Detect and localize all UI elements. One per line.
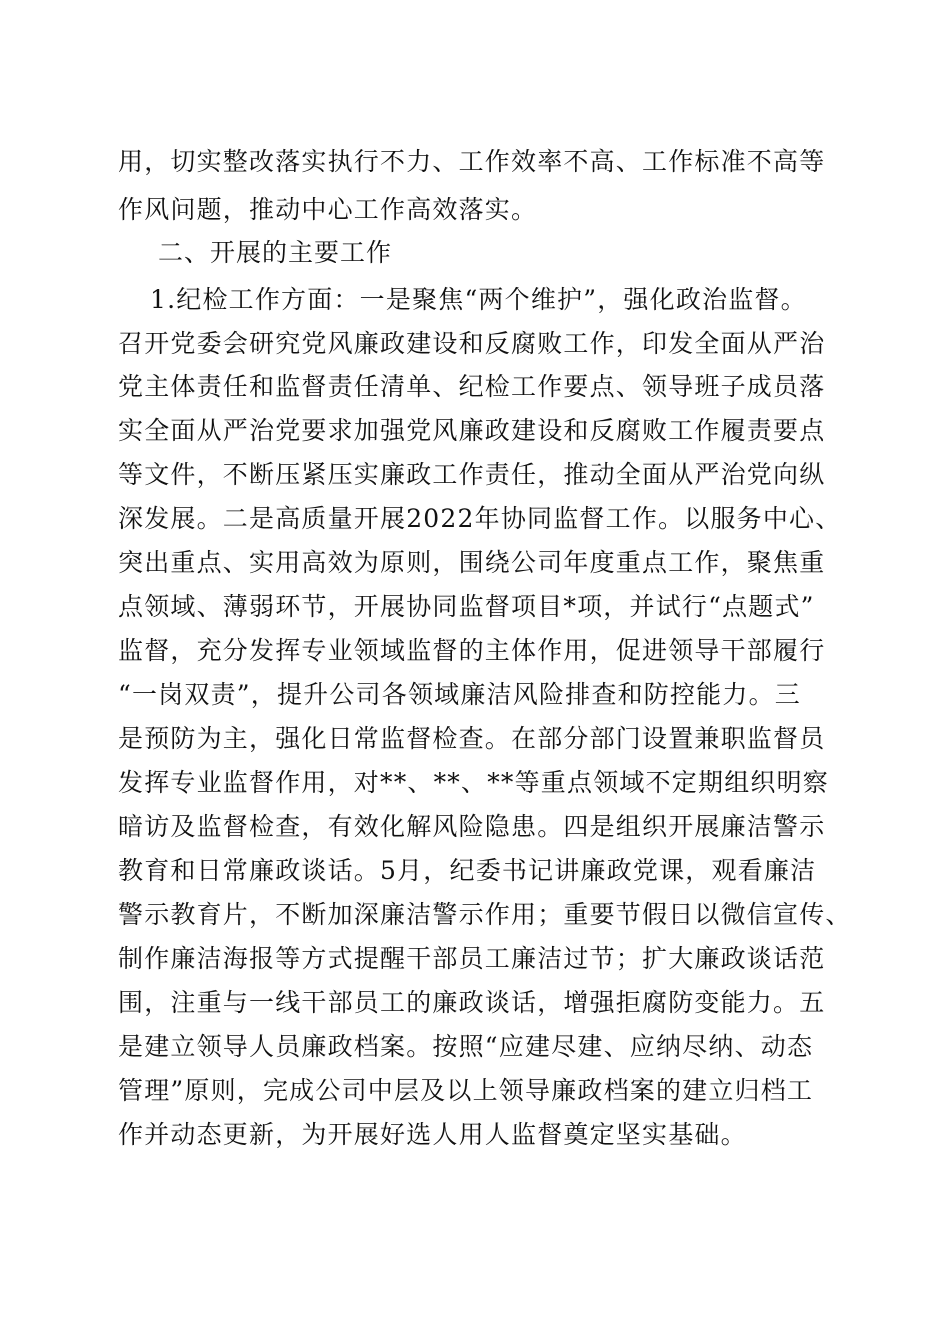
paragraph-line: 党主体责任和监督责任清单、纪检工作要点、领导班子成员落 xyxy=(118,372,826,401)
text-line: 用，切实整改落实执行不力、工作效率不高、工作标准不高等 xyxy=(118,147,826,176)
paragraph-line: 制作廉洁海报等方式提醒干部员工廉洁过节；扩大廉政谈话范 xyxy=(118,944,826,973)
paragraph-line: 等文件，不断压紧压实廉政工作责任，推动全面从严治党向纵 xyxy=(118,460,826,489)
paragraph-line: 实全面从严治党要求加强党风廉政建设和反腐败工作履责要点 xyxy=(118,416,826,445)
paragraph-line: 暗访及监督检查，有效化解风险隐患。四是组织开展廉洁警示 xyxy=(118,812,826,841)
paragraph-line: 警示教育片，不断加深廉洁警示作用；重要节假日以微信宣传、 xyxy=(118,900,852,929)
paragraph-line: 教育和日常廉政谈话。5月，纪委书记讲廉政党课，观看廉洁 xyxy=(118,856,817,885)
paragraph-line: 作并动态更新，为开展好选人用人监督奠定坚实基础。 xyxy=(118,1120,747,1149)
text-line: 作风问题，推动中心工作高效落实。 xyxy=(118,195,538,224)
paragraph-line: 发挥专业监督作用，对**、**、**等重点领域不定期组织明察 xyxy=(118,768,830,797)
paragraph-line: 是建立领导人员廉政档案。按照“应建尽建、应纳尽纳、动态 xyxy=(118,1032,814,1061)
paragraph-line: 点领域、薄弱环节，开展协同监督项目*项，并试行“点题式” xyxy=(118,592,815,621)
paragraph-line: 管理”原则，完成公司中层及以上领导廉政档案的建立归档工 xyxy=(118,1076,814,1105)
paragraph-line: 围，注重与一线干部员工的廉政谈话，增强拒腐防变能力。五 xyxy=(118,988,826,1017)
paragraph-line: 深发展。二是高质量开展2022年协同监督工作。以服务中心、 xyxy=(118,504,842,533)
paragraph-line: “一岗双责”，提升公司各领域廉洁风险排查和防控能力。三 xyxy=(118,680,801,709)
paragraph-line: 1.纪检工作方面：一是聚焦“两个维护”，强化政治监督。 xyxy=(150,285,807,314)
paragraph-line: 监督，充分发挥专业领域监督的主体作用，促进领导干部履行 xyxy=(118,636,826,665)
paragraph-line: 突出重点、实用高效为原则，围绕公司年度重点工作，聚焦重 xyxy=(118,548,826,577)
section-heading: 二、开展的主要工作 xyxy=(158,238,393,267)
paragraph-line: 是预防为主，强化日常监督检查。在部分部门设置兼职监督员 xyxy=(118,724,826,753)
paragraph-line: 召开党委会研究党风廉政建设和反腐败工作，印发全面从严治 xyxy=(118,329,826,358)
